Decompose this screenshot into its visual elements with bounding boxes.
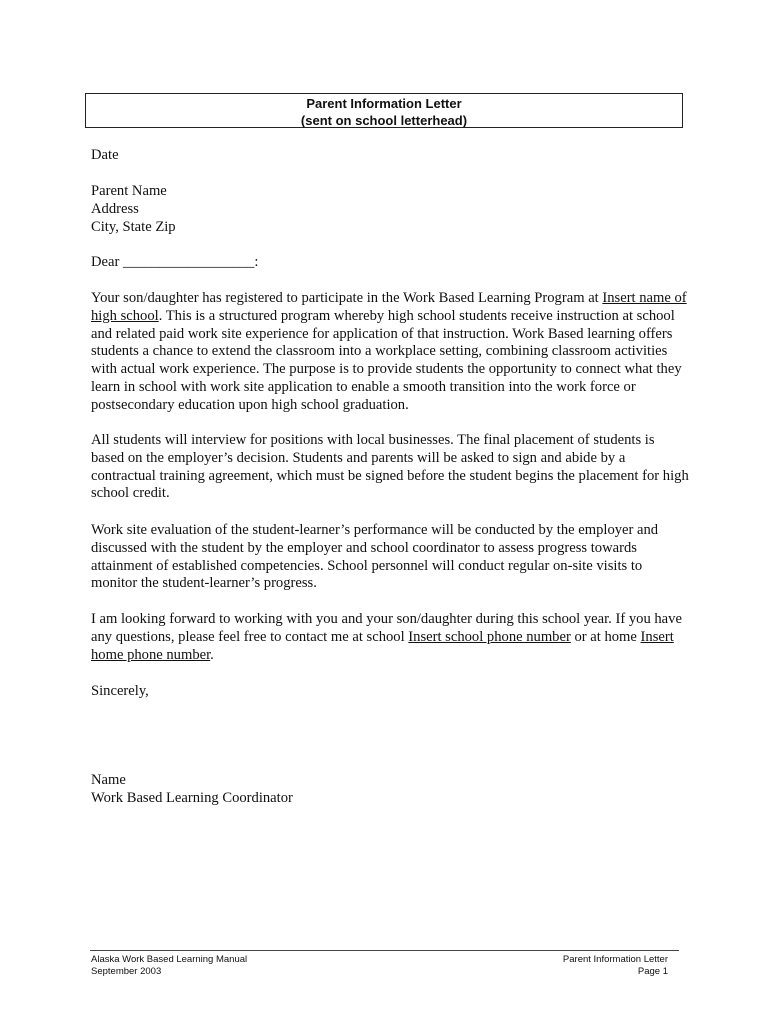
p4-text-c: . (210, 646, 214, 663)
school-name-placeholder: Insert name of high school (91, 290, 687, 324)
signature-block (91, 772, 691, 808)
paragraph-2 (91, 432, 691, 503)
header-subtitle: (sent on school letterhead) (300, 113, 468, 128)
school-phone-placeholder: Insert school phone number (408, 628, 571, 645)
signature-title: Work Based Learning Coordinator (91, 789, 293, 806)
p2-text: All students will interview for positions with local businesses. The final placement of students is based on the employer’s decision. Students and parents will be asked to sign and abide by a contractual training agreement, which must be signed before the student begins the placement for high school credit. (91, 432, 689, 502)
salutation-text: Dear __________________: (91, 254, 259, 270)
recipient-name: Parent Name (91, 183, 167, 199)
p1-text-a: Your son/daughter has registered to participate in the Work Based Learning Program at (91, 290, 603, 306)
date-text: Date (91, 147, 119, 163)
footer-divider (90, 950, 679, 951)
recipient-city: City, State Zip (91, 218, 176, 235)
recipient-address (91, 183, 691, 236)
footer-left (91, 954, 247, 978)
signature-name: Name (91, 772, 126, 788)
closing (91, 683, 691, 701)
closing-text: Sincerely, (91, 683, 149, 699)
footer-right (563, 954, 668, 978)
salutation (91, 254, 691, 272)
recipient-street: Address (91, 200, 139, 217)
footer-page-number: Page 1 (637, 966, 668, 977)
letter-header-box (85, 93, 683, 128)
paragraph-1 (91, 290, 691, 415)
home-phone-placeholder: Insert home phone number (91, 628, 674, 663)
footer-date: September 2003 (91, 966, 162, 977)
paragraph-3 (91, 522, 691, 593)
p1-text-b: . This is a structured program whereby high school students receive instruction at school and related paid work site experience for application of that instruction. Work Based learning offers students a chance to extend the classroom into a workplace setting, combining classroom activities with actual work experience. The purpose is to provide students the opportunity to connect what they learn in school with work site application to enable a smooth transition into the work force or postsecondary education upon high school graduation. (91, 307, 682, 413)
footer-manual-title: Alaska Work Based Learning Manual (91, 954, 248, 965)
header-title: Parent Information Letter (306, 96, 462, 111)
p4-text-a: I am looking forward to working with you and your son/daughter during this school year. If you have any questions, please feel free to contact me at school (91, 611, 682, 645)
p4-text-b: or at home (570, 628, 641, 645)
footer-doc-title: Parent Information Letter (562, 954, 668, 965)
paragraph-4 (91, 611, 691, 664)
date-line (91, 147, 691, 165)
p3-text: Work site evaluation of the student-learner’s performance will be conducted by the employer and discussed with the student by the employer and school coordinator to assess progress towards attainment of established competencies. School personnel will conduct regular on-site visits to monitor the student-learner’s progress. (91, 522, 659, 592)
